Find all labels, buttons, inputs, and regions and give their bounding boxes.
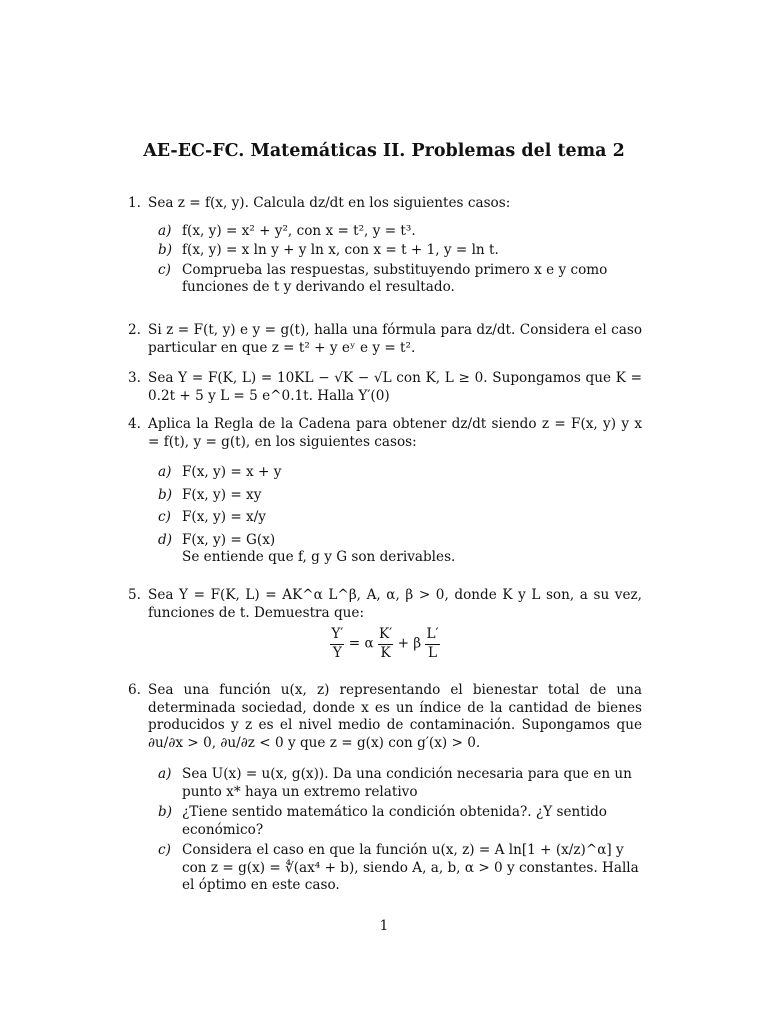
sub-item [148, 223, 642, 241]
problem-text: Sea una función u(x, z) representando el bienestar total de una determinada sociedad, donde x es un índice de la cantidad de bienes producidos y z es el nivel medio de contaminación. Supongamos que ∂u/∂x > 0, ∂u/∂z < 0 y que z = g(x) con g′(x) > 0. [148, 682, 642, 751]
problem-text: Aplica la Regla de la Cadena para obtener dz/dt siendo z = F(x, y) y x = f(t), y = g(t), en los siguientes casos: [148, 416, 642, 450]
problem-number: 3. [128, 370, 141, 386]
display-equation [128, 626, 642, 662]
denominator: K [380, 644, 391, 661]
fraction [378, 626, 393, 662]
problem-text: Sea z = f(x, y). Calcula dz/dt en los siguientes casos: [148, 195, 511, 211]
sub-item-text: Sea U(x) = u(x, g(x)). Da una condición necesaria para que en un punto x* haya un extremo relativo [182, 766, 632, 800]
numerator: L′ [425, 626, 439, 645]
problem-number: 6. [128, 682, 141, 698]
problem-3 [128, 370, 642, 405]
sub-item-list [148, 223, 642, 297]
fraction [425, 626, 439, 662]
numerator: Y′ [330, 626, 344, 645]
sub-item [148, 262, 642, 297]
sub-item-label: a) [158, 222, 172, 239]
sub-item-label: b) [158, 242, 173, 258]
sub-item-label: b) [158, 486, 173, 503]
equation-operator: = α [348, 635, 374, 652]
denominator: L [428, 644, 438, 661]
sub-item-label: c) [158, 842, 171, 858]
denominator: Y [332, 644, 342, 661]
sub-item-label: c) [158, 261, 171, 278]
sub-item-text: ¿Tiene sentido matemático la condición obtenida?. ¿Y sentido económico? [182, 804, 607, 838]
problem-text: Sea Y = F(K, L) = AK^α L^β, A, α, β > 0, donde K y L son, a su vez, funciones de t. Demuestra que: [148, 587, 642, 621]
sub-item-label: d) [158, 531, 173, 548]
sub-item-label: a) [158, 464, 172, 480]
sub-item-label: b) [158, 804, 173, 820]
sub-item-list [148, 766, 642, 895]
sub-item-text: Considera el caso en que la función u(x, z) = A ln[1 + (x/z)^α] y con z = g(x) = ∜(ax⁴ + b), siendo A, a, b, α > 0 y constantes. Halla el óptimo en este caso. [182, 842, 639, 893]
fraction [330, 626, 344, 662]
sub-item [148, 509, 642, 527]
sub-item-list [148, 464, 642, 549]
problem-note: Se entiende que f, g y G son derivables. [182, 549, 456, 565]
problem-text: Sea Y = F(K, L) = 10KL − √K − √L con K, L ≥ 0. Supongamos que K = 0.2t + 5 y L = 5 e^0.1t. Halla Y′(0) [148, 370, 642, 404]
problem-6 [128, 682, 642, 895]
sub-item-text: F(x, y) = x/y [182, 509, 266, 525]
sub-item [148, 532, 642, 550]
sub-item [148, 242, 642, 260]
sub-item-text: F(x, y) = xy [182, 486, 262, 503]
problem-number: 2. [128, 322, 141, 338]
sub-item-label: a) [158, 766, 172, 782]
problem-4 [128, 416, 642, 567]
sub-item-text: f(x, y) = x ln y + y ln x, con x = t + 1, y = ln t. [182, 242, 499, 258]
sub-item [148, 804, 642, 839]
sub-item [148, 842, 642, 895]
page-title: AE-EC-FC. Matemáticas II. Problemas del tema 2 [143, 141, 625, 161]
numerator: K′ [378, 626, 393, 645]
problem-number: 1. [128, 195, 141, 211]
page-number: 1 [379, 918, 389, 934]
sub-item-label: c) [158, 509, 171, 525]
equation-operator: + β [397, 635, 422, 652]
sub-item-text: F(x, y) = G(x) [182, 531, 276, 548]
sub-item [148, 464, 642, 482]
sub-item-text: F(x, y) = x + y [182, 464, 282, 480]
problem-number: 5. [128, 587, 141, 603]
problem-text: Si z = F(t, y) e y = g(t), halla una fórmula para dz/dt. Considera el caso particular en que z = t² + y eʸ e y = t². [148, 322, 642, 356]
sub-item [148, 487, 642, 505]
sub-item-text: Comprueba las respuestas, substituyendo primero x e y como funciones de t y derivando el resultado. [182, 261, 608, 295]
sub-item-text: f(x, y) = x² + y², con x = t², y = t³. [182, 222, 416, 239]
problem-number: 4. [128, 416, 141, 432]
problem-5 [128, 587, 642, 664]
sub-item [148, 766, 642, 801]
problem-2 [128, 322, 642, 357]
problem-1 [128, 195, 642, 297]
